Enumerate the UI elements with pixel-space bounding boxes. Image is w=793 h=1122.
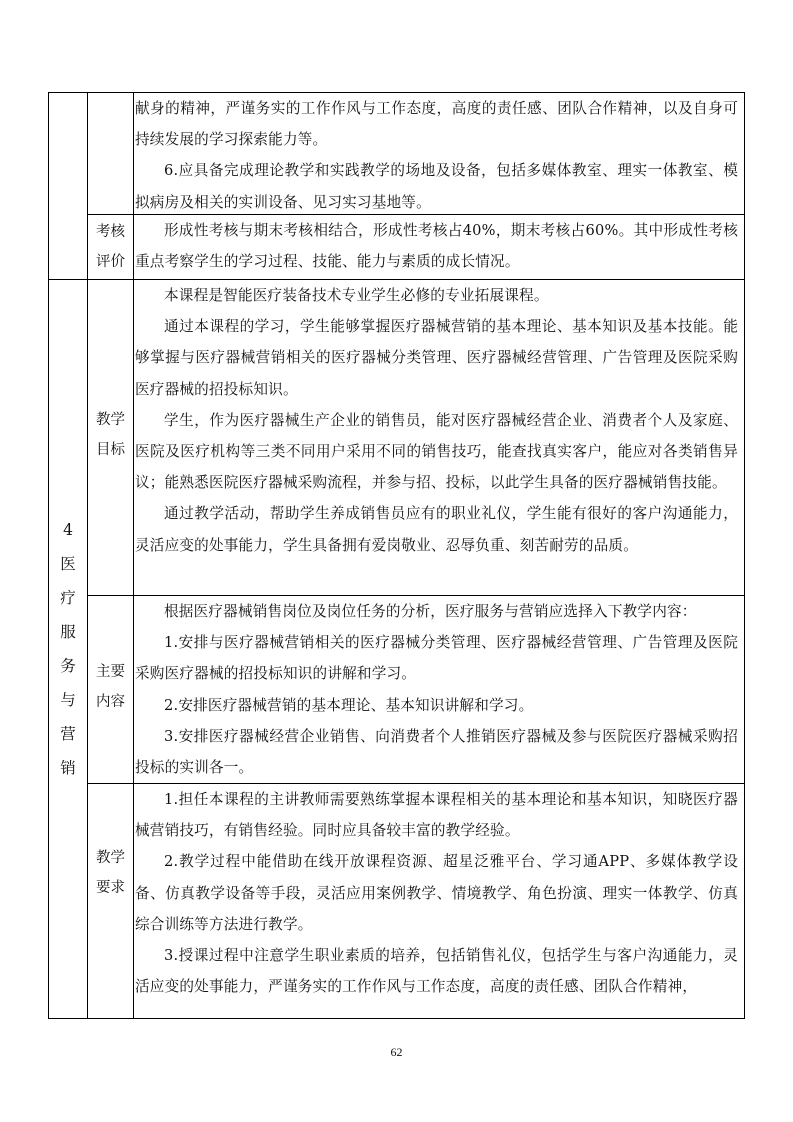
paragraph: 献身的精神，严谨务实的工作作风与工作态度，高度的责任感、团队合作精神，以及自身可持续发展的学习探索能力等。 — [135, 100, 738, 149]
paragraph: 通过教学活动，帮助学生养成销售员应有的职业礼仪，学生能有很好的客户沟通能力，灵活应变的处事能力，学生具备拥有爱岗敬业、忍辱负重、刻苦耐劳的品质。 — [135, 505, 738, 554]
label-line: 教学 — [96, 412, 125, 428]
paragraph: 1.担任本课程的主讲教师需要熟练掌握本课程相关的基本理论和基本知识，知晓医疗器械营销技巧，有销售经验。同时应具备较丰富的教学经验。 — [135, 791, 738, 840]
course-name-char: 销 — [60, 759, 76, 777]
paragraph: 2.教学过程中能借助在线开放课程资源、超星泛雅平台、学习通APP、多媒体教学设备、仿真教学设备等手段，灵活应用案例教学、情境教学、角色扮演、理实一体教学、仿真综合训练等方法进行教学。 — [135, 853, 738, 933]
assessment-cell — [135, 215, 738, 277]
course-number: 4 — [63, 521, 73, 539]
course-name-char: 与 — [60, 691, 76, 709]
content-cell — [135, 596, 738, 783]
paragraph: 2.安排医疗器械营销的基本理论、基本知识讲解和学习。 — [164, 696, 534, 714]
label-line: 目标 — [96, 442, 125, 458]
content-label — [87, 657, 134, 717]
paragraph: 3.安排医疗器械经营企业销售、向消费者个人推销医疗器械及参与医院医疗器械采购招投标的实训各一。 — [135, 727, 738, 777]
requirements-cell — [135, 784, 738, 1002]
course-name-char: 营 — [60, 725, 76, 743]
course4-title — [49, 513, 87, 785]
section3-requirements-cell — [135, 93, 738, 218]
label-line: 内容 — [96, 694, 125, 710]
label-line: 要求 — [96, 880, 125, 896]
paragraph: 本课程是智能医疗装备技术专业学生必修的专业拓展课程。 — [164, 287, 549, 304]
course-name-char: 服 — [60, 623, 76, 641]
objectives-cell — [135, 280, 738, 561]
label-line: 评价 — [96, 254, 125, 270]
course-name-char: 医 — [60, 555, 76, 573]
label-line: 主要 — [96, 664, 125, 680]
paragraph: 1.安排与医疗器械营销相关的医疗器械分类管理、医疗器械经营管理、广告管理及医院采购医疗器械的招投标知识的讲解和学习。 — [135, 634, 738, 683]
paragraph: 形成性考核与期末考核相结合，形成性考核占40%，期末考核占60%。其中形成性考核重点考察学生的学习过程、技能、能力与素质的成长情况。 — [135, 222, 738, 271]
paragraph: 通过本课程的学习，学生能够掌握医疗器械营销的基本理论、基本知识及基本技能。能够掌握与医疗器械营销相关的医疗器械分类管理、医疗器械经营管理、广告管理及医院采购医疗器械的招投标知识。 — [135, 318, 738, 398]
course-name-char: 疗 — [60, 589, 76, 607]
paragraph: 3.授课过程中注意学生职业素质的培养，包括销售礼仪，包括学生与客户沟通能力，灵活应变的处事能力，严谨务实的工作作风与工作态度，高度的责任感、团队合作精神， — [135, 947, 738, 996]
label-line: 考核 — [96, 224, 125, 240]
page-number: 62 — [390, 1045, 403, 1059]
paragraph: 学生，作为医疗器械生产企业的销售员，能对医疗器械经营企业、消费者个人及家庭、医院及医疗机构等三类不同用户采用不同的销售技巧，能查找真实客户，能应对各类销售异议；能熟悉医院医疗器械采购流程，并参与招、投标，以此学生具备的医疗器械销售技能。 — [135, 411, 738, 492]
objectives-label — [87, 405, 134, 465]
requirements-label — [87, 843, 134, 903]
label-line: 教学 — [96, 850, 125, 866]
course-name-char: 务 — [60, 657, 76, 675]
assessment-label — [87, 217, 134, 277]
paragraph: 6.应具备完成理论教学和实践教学的场地及设备，包括多媒体教室、理实一体教室、模拟病房及相关的实训设备、见习实习基地等。 — [135, 162, 738, 211]
paragraph: 根据医疗器械销售岗位及岗位任务的分析，医疗服务与营销应选择入下教学内容： — [164, 603, 697, 620]
curriculum-table — [48, 92, 745, 1019]
